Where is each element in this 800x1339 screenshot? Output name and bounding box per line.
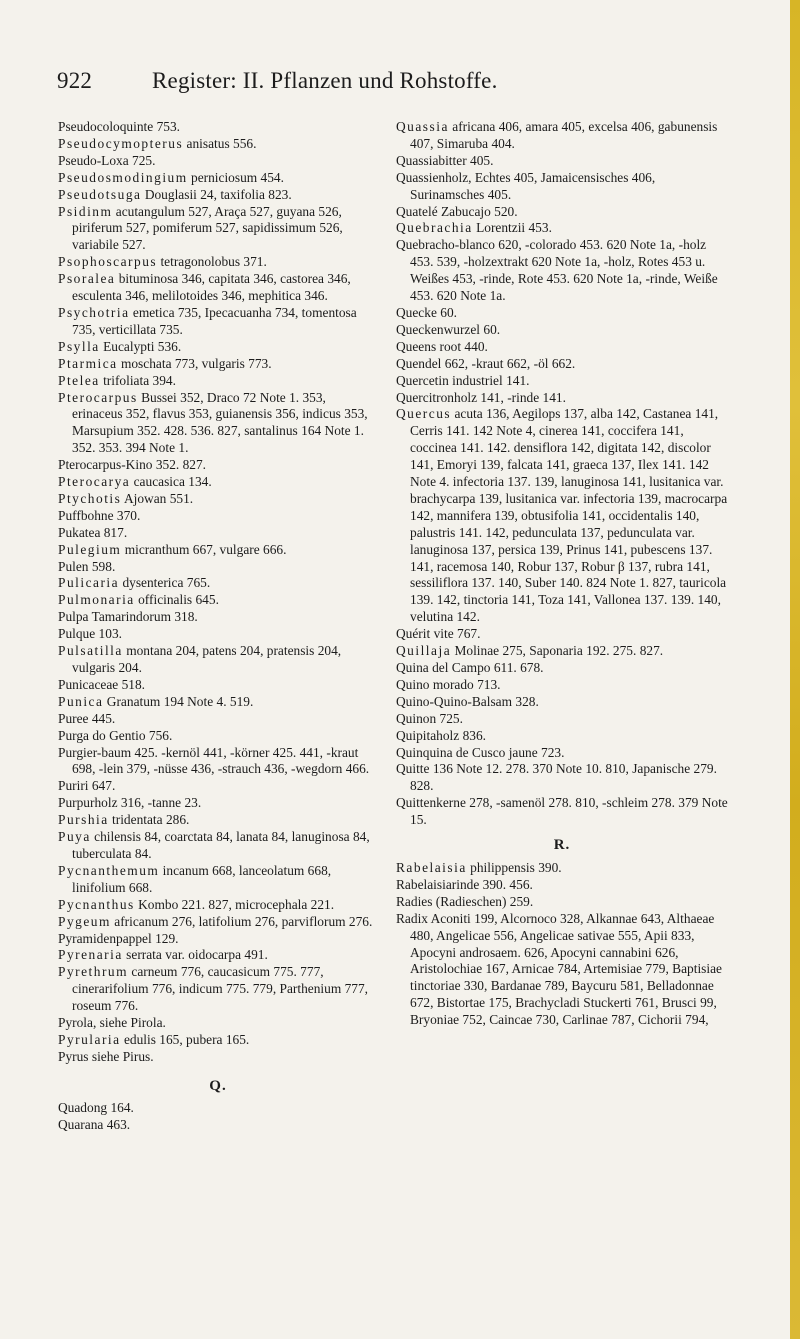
index-entry xyxy=(58,373,378,390)
entry-references: Molinae 275, Saponaria 192. 275. 827. xyxy=(451,643,664,659)
entry-term: Quinquina xyxy=(396,744,453,760)
entry-references: 352. 827. xyxy=(152,457,207,473)
entry-references: Zabucajo 520. xyxy=(437,203,518,219)
entry-references: 836. xyxy=(459,727,487,743)
index-entry xyxy=(58,745,378,779)
entry-term: Pyrus xyxy=(58,1048,89,1064)
entry-references: caucasica 134. xyxy=(130,474,212,490)
entry-references: acutangulum 527, Araça 527, guyana 526, piriferum 527, pomiferum 527, sapidissimum 526, variabile 527. xyxy=(72,203,343,253)
index-list-r xyxy=(396,860,728,1029)
entry-references: 129. xyxy=(151,930,179,946)
index-entry xyxy=(58,931,378,948)
entry-term: Psidinm xyxy=(58,203,113,219)
index-entry xyxy=(396,894,728,911)
entry-term: Quercetin xyxy=(396,372,449,388)
entry-term: Pyrola, xyxy=(58,1015,97,1031)
index-entry xyxy=(58,626,378,643)
entry-references: root 440. xyxy=(436,338,488,354)
index-entry xyxy=(396,322,728,339)
entry-term: Quina xyxy=(396,660,429,675)
index-entry xyxy=(396,170,728,204)
entry-references: Echtes 405, Jamaicensisches 406, Surinamsches 405. xyxy=(410,169,656,202)
index-list-p xyxy=(58,119,378,1066)
entry-term: Purpurholz xyxy=(58,795,118,811)
entry-term: Punicaceae xyxy=(58,676,119,692)
entry-term: Ptarmica xyxy=(58,355,118,371)
index-entry xyxy=(58,153,378,170)
entry-references: 725. xyxy=(128,152,156,168)
entry-references: do Gentio 756. xyxy=(89,727,173,743)
entry-references: tridentata 286. xyxy=(108,812,190,828)
index-entry xyxy=(396,153,728,170)
entry-references: Bussei 352, Draco 72 Note 1. 353, erinaceus 352, flavus 353, guianensis 356, indicus 353, Marsupium 352. 428. 536. 827, santalinus 164 Note 1. 352. 353. 394 Note 1. xyxy=(72,389,368,456)
index-entry xyxy=(396,220,728,237)
index-entry xyxy=(58,812,378,829)
index-entry xyxy=(58,305,378,339)
entry-references: de Cusco jaune 723. xyxy=(452,744,565,760)
entry-references: 136 Note 12. 278. 370 Note 10. 810, Japanische 279. 828. xyxy=(410,761,717,794)
index-entry xyxy=(58,575,378,592)
entry-term: Pulen xyxy=(58,558,89,574)
entry-term: Pulque xyxy=(58,626,96,642)
entry-references: 164. xyxy=(107,1099,134,1115)
entry-references: 725. xyxy=(436,710,463,726)
index-entry xyxy=(396,761,728,795)
entry-references: 598. xyxy=(88,558,116,574)
entry-references: siehe Pirus. xyxy=(88,1048,154,1064)
index-entry xyxy=(396,339,728,356)
entry-term: Quitte xyxy=(396,761,430,777)
entry-references: Kombo 221. 827, microcephala 221. xyxy=(134,896,335,912)
entry-term: Quebracho-blanco xyxy=(396,237,495,253)
entry-references: Eucalypti 536. xyxy=(99,338,182,354)
index-entry xyxy=(58,1117,378,1134)
index-entry xyxy=(58,829,378,863)
entry-references: Douglasii 24, taxifolia 823. xyxy=(141,186,292,202)
index-list-q xyxy=(58,1100,378,1134)
index-entry xyxy=(58,457,378,474)
entry-references: officinalis 645. xyxy=(134,592,219,608)
entry-term: Pterocarya xyxy=(58,474,131,490)
entry-term: Pseudosmodingium xyxy=(58,169,188,185)
entry-term: Quebrachia xyxy=(396,220,473,236)
entry-term: Pulsatilla xyxy=(58,643,123,659)
entry-term: Pulpa xyxy=(58,609,89,625)
index-entry xyxy=(58,609,378,626)
entry-references: 647. xyxy=(88,778,116,794)
entry-references: 278, -samenöl 278. 810, -schleim 278. 379 Note 15. xyxy=(410,795,728,828)
entry-references: emetica 735, Ipecacuanha 734, tomentosa 735, verticillata 735. xyxy=(72,304,357,337)
index-entry xyxy=(58,339,378,356)
index-entry xyxy=(396,860,728,877)
index-entry xyxy=(396,877,728,894)
index-entry xyxy=(396,119,728,153)
entry-references: anisatus 556. xyxy=(183,135,257,151)
entry-references: morado 713. xyxy=(429,676,501,692)
entry-term: Pterocarpus xyxy=(58,389,138,405)
entry-term: Psylla xyxy=(58,338,100,354)
entry-references: 103. xyxy=(95,626,122,642)
index-entry xyxy=(58,254,378,271)
index-entry xyxy=(58,170,378,187)
entry-term: Psophoscarpus xyxy=(58,254,158,270)
entry-term: Pygeum xyxy=(58,913,111,929)
entry-references: micranthum 667, vulgare 666. xyxy=(121,541,287,557)
entry-references: dysenterica 765. xyxy=(119,575,211,591)
entry-term: Quendel xyxy=(396,355,442,371)
index-entry xyxy=(396,237,728,305)
entry-term: Puriri xyxy=(58,778,89,794)
entry-term: Purga xyxy=(58,727,89,743)
entry-term: Purshia xyxy=(58,812,109,828)
index-entry xyxy=(58,964,378,1015)
entry-term: Quittenkerne xyxy=(396,795,466,811)
entry-references: 463. xyxy=(103,1116,131,1132)
page-title: Register: II. Pflanzen und Rohstoffe. xyxy=(152,68,498,93)
entry-references: 328. xyxy=(512,693,539,709)
entry-term: Pycnanthemum xyxy=(58,862,160,878)
entry-term: Quassia xyxy=(396,119,449,134)
entry-references: 316, -tanne 23. xyxy=(117,795,202,811)
entry-term: Pseudocymopterus xyxy=(58,135,184,151)
entry-term: Quercus xyxy=(396,406,452,422)
entry-term: Puya xyxy=(58,829,91,845)
page-edge-strip xyxy=(790,0,800,1339)
entry-term: Quino xyxy=(396,676,430,692)
entry-references: 753. xyxy=(153,119,180,134)
index-entry xyxy=(58,542,378,559)
entry-term: Quassienholz, xyxy=(396,169,472,185)
entry-term: Radies xyxy=(396,893,433,909)
index-entry xyxy=(58,390,378,458)
entry-references: Ajowan 551. xyxy=(121,490,194,506)
index-entry xyxy=(396,373,728,390)
entry-term: Radix xyxy=(396,910,428,926)
index-entry xyxy=(396,795,728,829)
entry-term: Queens xyxy=(396,338,437,354)
index-entry xyxy=(58,897,378,914)
entry-references: serrata var. oidocarpa 491. xyxy=(122,947,268,963)
entry-term: Quassiabitter xyxy=(396,152,467,168)
index-list-q-continued xyxy=(396,119,728,829)
index-entry xyxy=(396,728,728,745)
index-entry xyxy=(58,1049,378,1066)
index-entry xyxy=(58,559,378,576)
entry-term: Quercitronholz xyxy=(396,389,478,405)
index-entry xyxy=(396,677,728,694)
entry-term: Psychotria xyxy=(58,304,130,320)
entry-references: incanum 668, lanceolatum 668, linifolium 668. xyxy=(72,862,332,895)
entry-references: 425. -kernöl 441, -körner 425. 441, -kraut 698, -lein 379, -nüsse 436, -strauch 436, -wegdorn 466. xyxy=(72,744,370,777)
index-entry xyxy=(58,947,378,964)
entry-references: Lorentzii 453. xyxy=(472,220,552,236)
entry-references: moschata 773, vulgaris 773. xyxy=(117,355,272,371)
index-entry xyxy=(58,204,378,255)
entry-term: Rabelaisiarinde xyxy=(396,876,480,892)
entry-references: 817. xyxy=(100,524,128,540)
entry-references: bituminosa 346, capitata 346, castorea 346, esculenta 346, melilotoides 346, mephitica 346. xyxy=(72,271,351,304)
index-entry xyxy=(58,525,378,542)
entry-references: 390. 456. xyxy=(479,876,533,892)
entry-references: Tamarindorum 318. xyxy=(88,609,198,625)
entry-references: 445. xyxy=(88,710,116,726)
index-entry xyxy=(58,728,378,745)
entry-term: Queckenwurzel xyxy=(396,321,481,337)
entry-term: Quino-Quino-Balsam xyxy=(396,693,513,709)
index-entry xyxy=(58,914,378,931)
index-entry xyxy=(58,778,378,795)
entry-references: acuta 136, Aegilops 137, alba 142, Castanea 141, Cerris 141. 142 Note 4, cinerea 141, coccifera 141, coccinea 141. 142. densiflora 142, digitata 142, discolor 141, Emoryi 139, falcata 141, graeca 137, Ilex 141. 142 Note 4. infectoria 137. 139, lanuginosa 141, lusitanica var. brachycarpa 139, lusitanica var. infectoria 139, macrocarpa 142, mannifera 139, obtusifolia 141, occidentalis 140, palustris 141. 142, pedunculata 137, pedunculata var. lanuginosa 137, persica 139, Prinus 141, pubescens 137. 141, racemosa 140, Robur 137, Robur β 137, rubra 141, sessiliflora 137. 140, Suber 140. 824 Note 1. 827, tauricola 139. 142, tinctoria 141, Toza 141, Vallonea 137. 139. 140, velutina 142. xyxy=(410,406,728,625)
entry-references: africana 406, amara 405, excelsa 406, gabunensis 407, Simaruba 404. xyxy=(410,119,718,151)
index-entry xyxy=(58,136,378,153)
entry-references: 60. xyxy=(436,304,457,320)
entry-references: siehe Pirola. xyxy=(96,1015,166,1031)
entry-term: Puree xyxy=(58,710,89,726)
entry-term: Puffbohne xyxy=(58,507,114,523)
entry-term: Quarana xyxy=(58,1116,104,1132)
index-column-left xyxy=(58,119,378,1133)
entry-references: montana 204, patens 204, pratensis 204, vulgaris 204. xyxy=(72,643,342,675)
section-heading-r: R. xyxy=(553,837,571,854)
entry-references: carneum 776, caucasicum 775. 777, cinerarifolium 776, indicum 775. 779, Parthenium 777, roseum 776. xyxy=(72,964,369,1014)
index-entry xyxy=(396,390,728,407)
index-entry xyxy=(58,863,378,897)
entry-references: vite 767. xyxy=(430,626,481,642)
entry-references: 405. xyxy=(466,152,494,168)
entry-term: Pyrenaria xyxy=(58,947,123,963)
entry-term: Quérit xyxy=(396,626,431,642)
entry-term: Pulegium xyxy=(58,541,122,557)
entry-references: 620, -colorado 453. 620 Note 1a, -holz 453. 539, -holzextrakt 620 Note 1a, -holz, Rotes 453 u. Weißes 453, -rinde, Rote 453. 620 Note 1a, -rinde, Weiße 453. 620 Note 1a. xyxy=(410,237,718,304)
entry-term: Punica xyxy=(58,693,104,709)
entry-term: Pseudocoloquinte xyxy=(58,119,154,134)
index-entry xyxy=(58,508,378,525)
index-entry xyxy=(58,677,378,694)
entry-term: Quecke xyxy=(396,304,437,320)
entry-references: (Radieschen) 259. xyxy=(432,893,534,909)
entry-term: Pyrethrum xyxy=(58,964,129,980)
index-entry xyxy=(58,271,378,305)
entry-references: tetragonolobus 371. xyxy=(157,254,267,270)
entry-term: Pyrularia xyxy=(58,1031,121,1047)
entry-term: Pulicaria xyxy=(58,575,120,591)
index-entry xyxy=(58,1100,378,1117)
index-entry xyxy=(58,119,378,136)
index-entry xyxy=(396,711,728,728)
entry-references: 370. xyxy=(113,507,141,523)
index-entry xyxy=(396,626,728,643)
entry-term: Pycnanthus xyxy=(58,896,135,912)
index-entry xyxy=(396,406,728,626)
index-column-right xyxy=(396,119,728,1029)
entry-term: Purgier-baum xyxy=(58,744,132,760)
index-entry xyxy=(396,204,728,221)
entry-references: trifoliata 394. xyxy=(99,372,176,388)
index-entry xyxy=(58,711,378,728)
index-entry xyxy=(396,694,728,711)
entry-term: Psoralea xyxy=(58,271,116,287)
entry-references: edulis 165, pubera 165. xyxy=(120,1031,250,1047)
index-entry xyxy=(58,187,378,204)
entry-term: Pukatea xyxy=(58,524,101,540)
entry-references: philippensis 390. xyxy=(466,859,562,875)
index-entry xyxy=(58,592,378,609)
entry-term: Quipitaholz xyxy=(396,727,460,743)
entry-term: Quillaja xyxy=(396,643,452,659)
page-header xyxy=(57,68,757,94)
entry-term: Quinon xyxy=(396,710,437,726)
entry-references: 60. xyxy=(480,321,501,337)
entry-references: 518. xyxy=(118,676,145,692)
entry-term: Rabelaisia xyxy=(396,859,467,875)
entry-term: Pyramidenpappel xyxy=(58,930,152,946)
entry-term: Pseudo-Loxa xyxy=(58,152,129,168)
index-entry xyxy=(58,694,378,711)
page-number: 922 xyxy=(57,68,93,93)
index-entry xyxy=(396,660,728,677)
entry-term: Pulmonaria xyxy=(58,592,135,608)
entry-references: perniciosum 454. xyxy=(187,169,284,185)
index-entry xyxy=(396,643,728,660)
index-entry xyxy=(396,305,728,322)
index-entry xyxy=(58,643,378,677)
index-entry xyxy=(396,356,728,373)
entry-references: industriel 141. xyxy=(448,372,530,388)
entry-term: Ptelea xyxy=(58,372,100,388)
index-entry xyxy=(58,356,378,373)
index-entry xyxy=(58,795,378,812)
entry-references: 662, -kraut 662, -öl 662. xyxy=(441,355,576,371)
entry-term: Quadong xyxy=(58,1099,108,1115)
entry-references: Granatum 194 Note 4. 519. xyxy=(103,693,254,709)
index-entry xyxy=(396,745,728,762)
index-entry xyxy=(58,1032,378,1049)
entry-references: del Campo 611. 678. xyxy=(428,660,544,675)
section-heading-q: Q. xyxy=(209,1077,227,1094)
index-entry xyxy=(58,474,378,491)
entry-references: chilensis 84, coarctata 84, lanata 84, lanuginosa 84, tuberculata 84. xyxy=(72,829,370,861)
entry-term: Quatelé xyxy=(396,203,438,219)
entry-term: Pseudotsuga xyxy=(58,186,142,202)
entry-references: africanum 276, latifolium 276, parviflorum 276. xyxy=(110,913,373,929)
entry-references: 141, -rinde 141. xyxy=(477,389,566,405)
entry-term: Ptychotis xyxy=(58,490,122,506)
entry-term: Pterocarpus-Kino xyxy=(58,457,153,473)
index-entry xyxy=(396,911,728,1029)
index-entry xyxy=(58,491,378,508)
entry-references: Aconiti 199, Alcornoco 328, Alkannae 643, Althaeae 480, Angelicae 556, Angelicae sativae 555, Apii 833, Apocyni androsaem. 626, Apocyni cannabini 626, Aristolochiae 167, Arnicae 784, Artemisiae 779, Baptisiae tinctoriae 330, Bardanae 789, Baycuru 581, Belladonnae 672, Bistortae 175, Brachycladi Stuckerti 761, Brusci 99, Bryoniae 752, Caincae 730, Carlinae 787, Cichorii 794, xyxy=(410,910,722,1028)
index-entry xyxy=(58,1015,378,1032)
